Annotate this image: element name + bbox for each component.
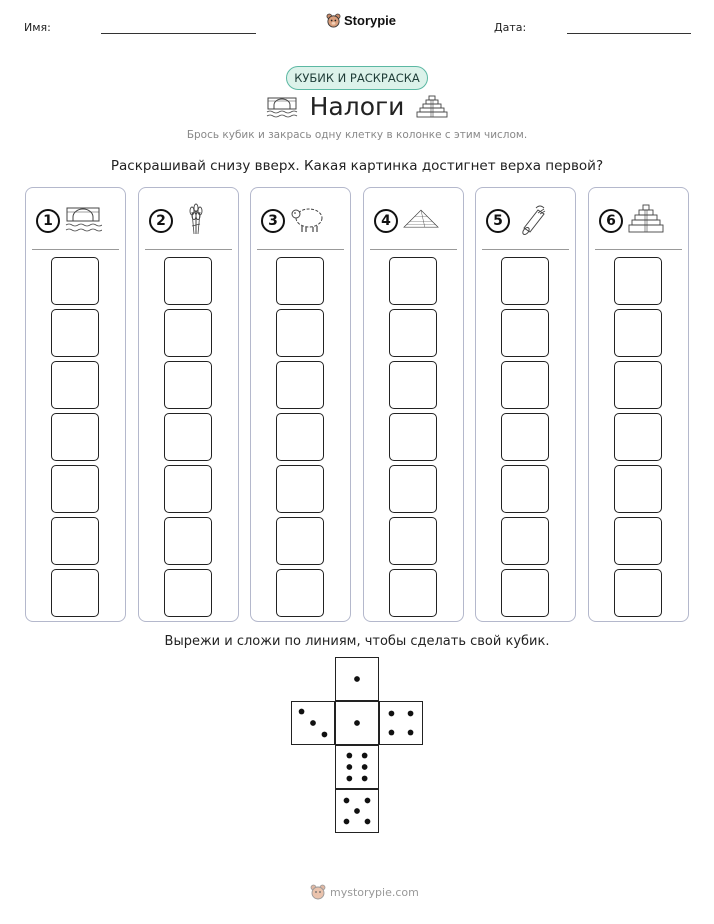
die-face-1 xyxy=(335,657,379,701)
color-cell[interactable] xyxy=(614,569,662,617)
column-2 xyxy=(138,187,239,622)
color-cell[interactable] xyxy=(51,569,99,617)
die-face-4 xyxy=(379,701,423,745)
color-cell[interactable] xyxy=(164,517,212,565)
color-cell[interactable] xyxy=(276,413,324,461)
step-pyramid-icon xyxy=(416,94,448,120)
die-pip xyxy=(299,709,305,715)
die-pip xyxy=(310,720,316,726)
color-cell[interactable] xyxy=(501,257,549,305)
die-pip xyxy=(347,753,353,759)
wheat-icon xyxy=(177,202,215,240)
color-cell[interactable] xyxy=(501,309,549,357)
die-pip xyxy=(389,711,395,717)
name-field-line[interactable] xyxy=(101,33,256,34)
color-cell[interactable] xyxy=(276,569,324,617)
column-divider xyxy=(32,249,119,250)
color-cell[interactable] xyxy=(389,413,437,461)
color-cell[interactable] xyxy=(614,309,662,357)
color-cell[interactable] xyxy=(389,361,437,409)
die-pip xyxy=(344,798,350,804)
color-cell[interactable] xyxy=(614,465,662,513)
column-divider xyxy=(145,249,232,250)
color-cell[interactable] xyxy=(51,309,99,357)
color-cell[interactable] xyxy=(614,257,662,305)
color-cell[interactable] xyxy=(164,257,212,305)
color-cell[interactable] xyxy=(389,569,437,617)
step-pyramid-icon xyxy=(627,202,665,240)
die-pip xyxy=(362,753,368,759)
column-5 xyxy=(475,187,576,622)
subtitle: Брось кубик и закрась одну клетку в колонке с этим числом. xyxy=(186,129,528,141)
die-pip xyxy=(354,720,360,726)
color-cell[interactable] xyxy=(51,257,99,305)
die-pip xyxy=(347,764,353,770)
die-pip xyxy=(362,776,368,782)
color-cell[interactable] xyxy=(51,465,99,513)
bear-icon xyxy=(326,13,341,28)
die-pip xyxy=(322,732,328,738)
scroll-icon xyxy=(514,202,552,240)
cut-instruction: Вырежи и сложи по линиям, чтобы сделать свой кубик. xyxy=(164,634,550,649)
column-header xyxy=(149,204,232,238)
column-6 xyxy=(588,187,689,622)
die-pip xyxy=(408,711,414,717)
page-title: Налоги xyxy=(309,92,405,121)
date-label: Дата: xyxy=(494,21,527,34)
footer xyxy=(310,884,419,900)
die-pip xyxy=(344,819,350,825)
column-header xyxy=(599,204,682,238)
brand-logo xyxy=(326,13,396,28)
bear-icon xyxy=(310,884,326,900)
column-number: 4 xyxy=(374,209,398,233)
die-pip xyxy=(408,730,414,736)
column-3 xyxy=(250,187,351,622)
footer-url: mystorypie.com xyxy=(330,885,419,899)
color-cell[interactable] xyxy=(51,361,99,409)
die-pip xyxy=(365,819,371,825)
sheep-icon xyxy=(289,202,327,240)
die-face-5 xyxy=(335,789,379,833)
column-header xyxy=(36,204,119,238)
color-cell[interactable] xyxy=(501,465,549,513)
color-cell[interactable] xyxy=(614,413,662,461)
die-face-6 xyxy=(335,745,379,789)
column-divider xyxy=(370,249,457,250)
color-cell[interactable] xyxy=(389,465,437,513)
column-number: 6 xyxy=(599,209,623,233)
color-cell[interactable] xyxy=(501,569,549,617)
color-cell[interactable] xyxy=(501,413,549,461)
column-number: 2 xyxy=(149,209,173,233)
pyramid-icon xyxy=(402,202,440,240)
die-pip xyxy=(389,730,395,736)
die-pip xyxy=(354,808,360,814)
column-number: 3 xyxy=(261,209,285,233)
column-header xyxy=(261,204,344,238)
color-cell[interactable] xyxy=(164,465,212,513)
color-cell[interactable] xyxy=(614,361,662,409)
name-label: Имя: xyxy=(24,21,51,34)
color-cell[interactable] xyxy=(389,257,437,305)
column-number: 1 xyxy=(36,209,60,233)
color-cell[interactable] xyxy=(276,309,324,357)
color-cell[interactable] xyxy=(501,361,549,409)
color-cell[interactable] xyxy=(389,517,437,565)
die-pip xyxy=(362,764,368,770)
die-pip xyxy=(354,676,360,682)
column-4 xyxy=(363,187,464,622)
die-face-3 xyxy=(291,701,335,745)
color-cell[interactable] xyxy=(276,361,324,409)
color-cell[interactable] xyxy=(276,517,324,565)
instruction: Раскрашивай снизу вверх. Какая картинка достигнет верха первой? xyxy=(110,158,604,174)
date-field-line[interactable] xyxy=(567,33,691,34)
color-cell[interactable] xyxy=(276,465,324,513)
color-cell[interactable] xyxy=(164,361,212,409)
activity-tag: КУБИК И РАСКРАСКА xyxy=(286,66,428,90)
die-pip xyxy=(347,776,353,782)
color-cell[interactable] xyxy=(164,569,212,617)
column-header xyxy=(374,204,457,238)
column-divider xyxy=(257,249,344,250)
color-cell[interactable] xyxy=(614,517,662,565)
color-cell[interactable] xyxy=(276,257,324,305)
die-pip xyxy=(365,798,371,804)
die-face-1 xyxy=(335,701,379,745)
color-cell[interactable] xyxy=(51,517,99,565)
brand-name: Storypie xyxy=(344,13,397,28)
column-1 xyxy=(25,187,126,622)
column-header xyxy=(486,204,569,238)
bridge-icon xyxy=(64,202,102,240)
color-cell[interactable] xyxy=(164,309,212,357)
column-number: 5 xyxy=(486,209,510,233)
column-divider xyxy=(595,249,682,250)
color-cell[interactable] xyxy=(51,413,99,461)
color-cell[interactable] xyxy=(389,309,437,357)
color-cell[interactable] xyxy=(501,517,549,565)
column-divider xyxy=(482,249,569,250)
color-cell[interactable] xyxy=(164,413,212,461)
